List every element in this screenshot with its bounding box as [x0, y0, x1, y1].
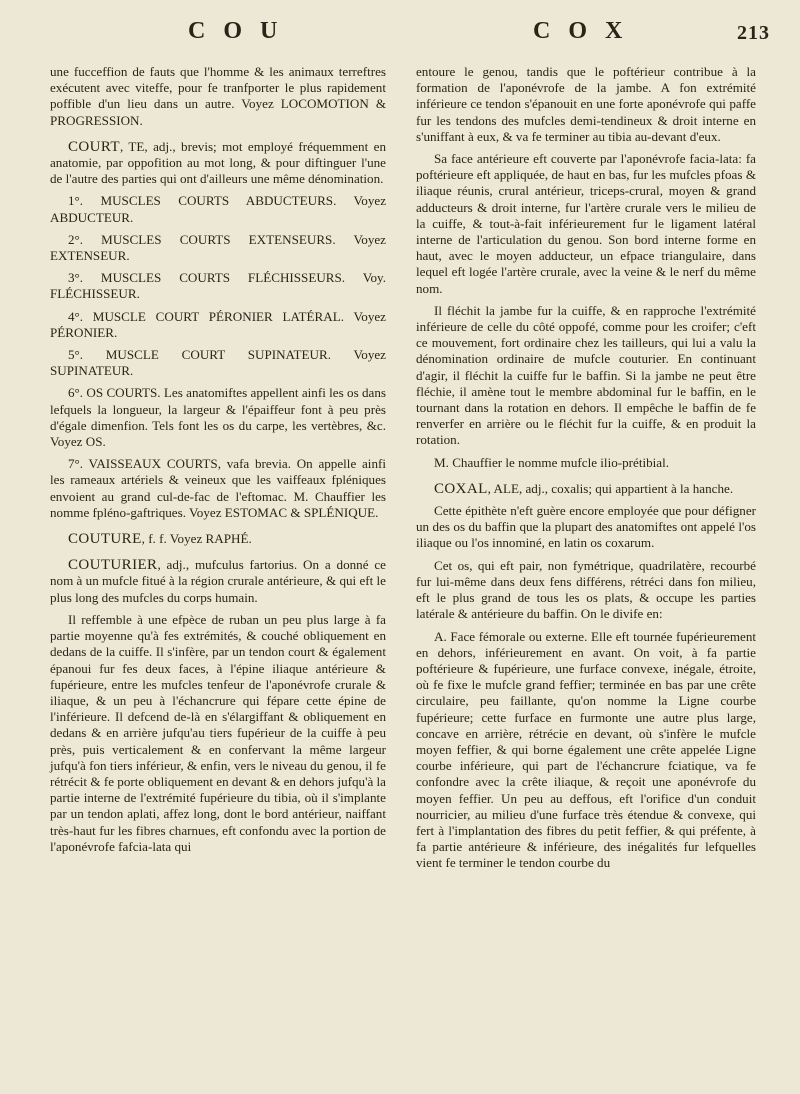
left-subentry: 1°. MUSCLES COURTS ABDUCTEURS. Voyez ABDUCTEUR. [50, 193, 386, 225]
left-subentry: 5°. MUSCLE COURT SUPINATEUR. Voyez SUPINATEUR. [50, 347, 386, 379]
left-subentry: 2°. MUSCLES COURTS EXTENSEURS. Voyez EXTENSEUR. [50, 231, 386, 264]
headword: COURT [68, 138, 120, 155]
running-head-center: C O X [533, 18, 629, 44]
right-entry [416, 481, 756, 497]
entry-definition: , adj., mufculus fartorius. On a donné ce nom à un mufcle fitué à la région crurale antérieure, & qui eft le plus long des mufcles du corps humain. [50, 557, 386, 605]
headword: COXAL [434, 480, 488, 497]
left-column [50, 64, 386, 861]
entry-definition: , TE, adj., brevis; mot employé fréquemment en anatomie, par oppofition au mot long, & pour diftinguer l'une de l'autre des parties qui ont d'ailleurs une même dénomination. [50, 138, 386, 187]
left-subentry: 7°. VAISSEAUX COURTS, vafa brevia. On appelle ainfi les rameaux artériels & veineux que les vaiffeaux fpléniques envoient au grand cul-de-fac de l'eftomac. M. Chauffier les nomme fpléno-gaftriques. Voyez ESTOMAC & SPLÉNIQUE. [50, 456, 386, 520]
headword: COUTURE [68, 531, 142, 548]
right-paragraph: Cette épithète n'eft guère encore employée que pour défigner un des os du baffin que la plupart des anatomiftes ont appelé l'os iliaque ou l'os innominé, en latin os coxarum. [416, 503, 756, 551]
left-entry [50, 531, 386, 547]
left-paragraph: Il reffemble à une efpèce de ruban un peu plus large à fa partie moyenne qu'à fes extrémités, & couché obliquement en dedans de la cuiffe. Il s'infère, par un tendon court & également épanoui fur fes deux faces, à l'épine iliaque antérieure & fupérieure, entre les mufcles tenfeur de l'aponévrofe crurale & iliaque, & un peu à l'échancrure qui fépare cette épine de l'inférieure. Il defcend de-là en s'élargiffant & obliquement en dedans & en arrière jufqu'au tiers fupérieur de la cuiffe à peu près, puis verticalement & en confervant la même largeur jufqu'à fon tiers inférieur, & enfin, vers le niveau du genou, il fe rétrécit & fe porte obliquement en devant & en dehors jufqu'à la partie interne de l'extrémité fupérieure du tibia, où il s'implante par un tendon aplati, affez long, dont le bord antérieur, naiffant très-haut fur les fibres charnues, eft confondu avec la portion de l'aponévrofe fafcia-lata qui [50, 611, 386, 854]
right-paragraph: A. Face fémorale ou externe. Elle eft tournée fupérieurement en dehors, inférieurement en avant. On voit, à fa partie poftérieure & fupérieure, une furface convexe, inégale, étroite, où fe fixe le mufcle grand feffier; terminée en bas par une crête circulaire, peu faillante, qu'on nomme la Ligne courbe fupérieure; cette furface en furmonte une autre plus large, concave en arrière, rétrécie en devant, où s'infère le mufcle moyen feffier, & qui borne également une crête appelée Ligne courbe inférieure, qui part de l'échancrure fciatique, va fe confondre avec la crête iliaque, & reçoit une aponévrofe du moyen feffier. Un peu au deffous, eft l'orifice d'un conduit nourricier, au milieu d'une furface très étendue & convexe, qui fert à l'implantation des fibres du petit feffier, & qui préfente, à fa partie antérieure & inférieure, des inégalités fur lefquelles vient fe terminer le tendon courbe du [416, 628, 756, 871]
left-paragraph: une fucceffion de fauts que l'homme & les animaux terreftres exécutent avec viteffe, pour fe tranfporter le plus rapidement poffible d'un lieu dans un autre. Voyez LOCOMOTION & PROGRESSION. [50, 64, 386, 128]
left-entry [50, 139, 386, 188]
running-head [48, 18, 770, 52]
right-column [416, 64, 756, 878]
right-paragraph: Sa face antérieure eft couverte par l'aponévrofe facia-lata: fa poftérieure eft appliquée, de haut en bas, fur les mufcles pfoas & iliaque réunis, crural antérieur, triceps-crural, moyen & grand adducteurs & droit interne, fur l'artère crurale vers le milieu de la cuiffe, & tout-à-fait inférieurement fur le ligament latéral interne de l'articulation du genou. Son bord interne forme en haut, avec le moyen adducteur, un efpace triangulaire, dans lequel eft logée l'artère crurale, avec la veine & le nerf du même nom. [416, 151, 756, 296]
running-head-left: C O U [188, 18, 284, 44]
right-paragraph: M. Chauffier le nomme mufcle ilio-prétibial. [434, 454, 670, 470]
left-subentry: 4°. MUSCLE COURT PÉRONIER LATÉRAL. Voyez PÉRONIER. [50, 308, 386, 340]
entry-definition: , f. f. Voyez RAPHÉ. [141, 531, 252, 547]
right-paragraph: entoure le genou, tandis que le poftérieur contribue à la formation de l'aponévrofe de la jambe. A fon extrémité inférieure ce tendon s'épanouit en une forte aponévrofe qui paffe fur les tendons des mufcles demi-tendineux & droit interne en s'uniffant à eux, & va fe terminer au tibia au-devant d'eux. [416, 64, 756, 144]
entry-definition: , ALE, adj., coxalis; qui appartient à la hanche. [487, 480, 734, 496]
left-entry [50, 557, 386, 606]
right-paragraph: Cet os, qui eft pair, non fymétrique, quadrilatère, recourbé fur lui-même dans deux fens différens, rétréci dans fon milieu, eft le plus grand de tous les os plats, & occupe les parties latérale & antérieure du baffin. On le divife en: [416, 557, 756, 622]
left-subentry: 3°. MUSCLES COURTS FLÉCHISSEURS. Voy. FLÉCHISSEUR. [50, 270, 386, 302]
headword: COUTURIER [68, 557, 158, 574]
page-number: 213 [737, 22, 770, 44]
left-subentry: 6°. OS COURTS. Les anatomiftes appellent ainfi les os dans lefquels la longueur, la largeur & l'épaiffeur font à peu près d'égale dimenfion. Tels font les os du carpe, les vertèbres, &c. Voyez OS. [50, 385, 386, 450]
right-paragraph: Il fléchit la jambe fur la cuiffe, & en rapproche l'extrémité inférieure de celle du côté oppofé, comme pour les croifer; c'eft ce mouvement, fort ordinaire chez les tailleurs, qui lui a valu la dénomination ordinaire de mufcle couturier. En continuant d'agir, il fléchit la cuiffe fur le baffin. Si la jambe ne peut être fléchie, il amène tout le membre abdominal fur le baffin, en le tournant dans la rotation en dehors. Il empêche le baffin de fe renverfer en arrière ou le fléchit fur la cuiffe, & en produit la rotation. [416, 302, 756, 448]
